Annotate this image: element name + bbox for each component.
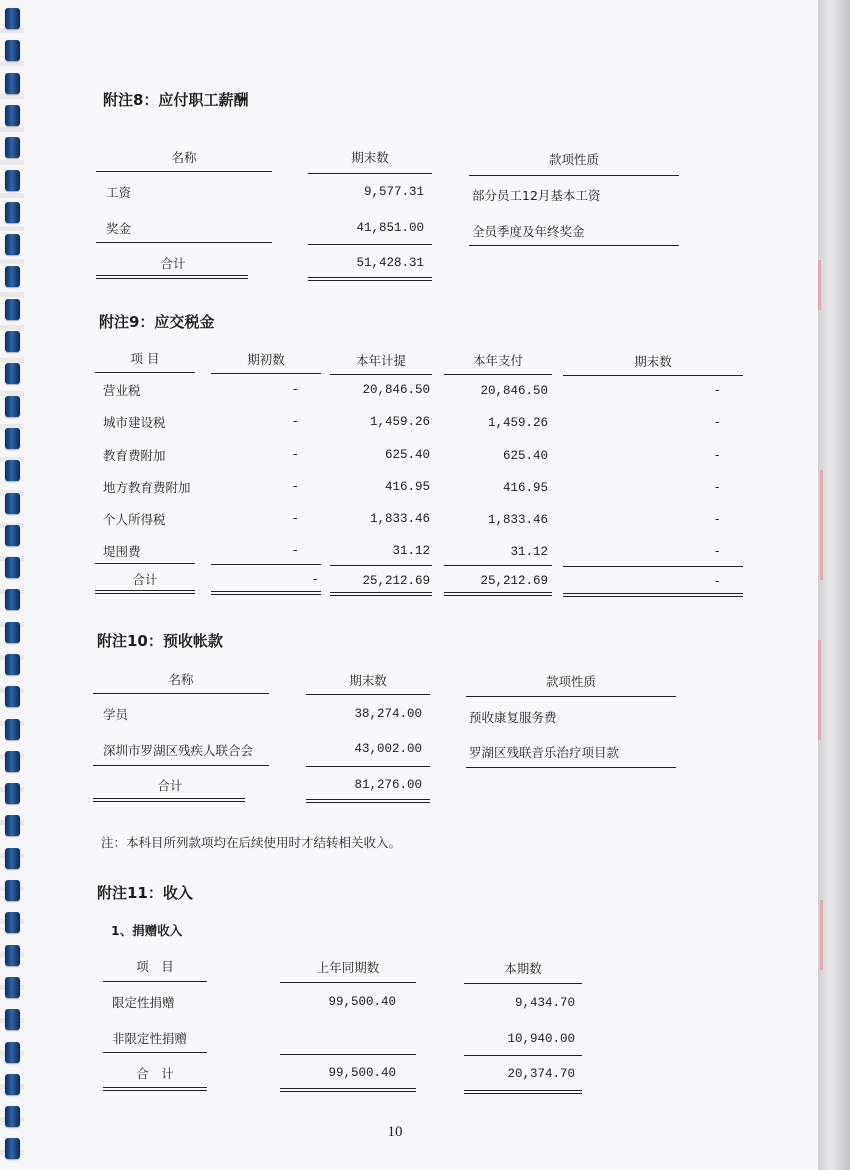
total-double-underline (330, 592, 432, 596)
binding-ring (5, 234, 20, 255)
note9-item-row-5: 个人所得税 (103, 512, 166, 527)
header-underline (444, 374, 552, 375)
note9-total-accrued: 25,212.69 (362, 574, 430, 588)
header-underline (211, 373, 321, 374)
binding-ring (5, 1138, 20, 1159)
body-underline (308, 244, 432, 245)
note8-title: 附注8：应付职工薪酬 (103, 91, 249, 109)
note10-header-ending: 期末数 (349, 673, 387, 688)
note9-total-ending: - (713, 575, 721, 589)
note9-accrued-row-1: 20,846.50 (362, 383, 430, 397)
spiral-binding (0, 0, 24, 1170)
note11-title: 附注11：收入 (97, 884, 193, 902)
binding-ring (5, 1106, 20, 1127)
binding-ring (5, 40, 20, 61)
body-underline (95, 563, 195, 564)
total-double-underline (444, 592, 552, 596)
binding-ring (5, 848, 20, 869)
header-underline (330, 374, 432, 375)
binding-ring (5, 654, 20, 675)
note9-total-paid: 25,212.69 (480, 574, 548, 588)
binding-ring (5, 622, 20, 643)
note9-ending-row-2: - (713, 416, 721, 430)
note10-row2-value: 43,002.00 (354, 742, 422, 756)
binding-ring (5, 880, 20, 901)
binding-ring (5, 945, 20, 966)
note9-ending-row-3: - (713, 449, 721, 463)
header-underline (96, 171, 272, 172)
binding-ring (5, 1042, 20, 1063)
page-number: 10 (387, 1124, 403, 1140)
body-underline (280, 1054, 416, 1055)
binding-ring (5, 105, 20, 126)
seal-stamp-fragment (818, 260, 821, 310)
note9-item-row-4: 地方教育费附加 (103, 480, 191, 495)
binding-ring (5, 493, 20, 514)
binding-ring (5, 266, 20, 287)
binding-ring (5, 686, 20, 707)
note11-row1-prior: 99,500.40 (328, 995, 396, 1009)
note8-header-name: 名称 (171, 150, 197, 165)
note11-header-item: 项 目 (136, 959, 174, 974)
note9-ending-row-1: - (713, 384, 721, 398)
note9-item-row-6: 堤围费 (103, 544, 141, 559)
seal-stamp-fragment (820, 470, 823, 580)
binding-ring (5, 331, 20, 352)
header-underline (306, 694, 430, 695)
binding-ring (5, 751, 20, 772)
note9-ending-row-4: - (713, 481, 721, 495)
binding-ring (5, 557, 20, 578)
body-underline (464, 1055, 582, 1056)
body-underline (306, 766, 430, 767)
note10-row1-name: 学员 (103, 707, 129, 722)
note10-row1-nature: 预收康复服务费 (469, 710, 557, 725)
note11-total-current: 20,374.70 (507, 1067, 575, 1081)
note10-total-value: 81,276.00 (354, 778, 422, 792)
note11-total-label: 合 计 (136, 1066, 174, 1081)
note11-row2-current: 10,940.00 (507, 1032, 575, 1046)
note9-header-item: 项 目 (130, 351, 160, 366)
total-double-underline (308, 277, 432, 281)
note9-header-paid: 本年支付 (472, 353, 523, 368)
total-double-underline (563, 593, 743, 597)
body-underline (444, 565, 552, 566)
body-underline (103, 1052, 207, 1053)
body-underline (563, 566, 743, 567)
note9-title: 附注9：应交税金 (99, 313, 215, 331)
total-double-underline (95, 590, 195, 594)
note8-header-ending: 期末数 (351, 150, 389, 165)
note9-accrued-row-5: 1,833.46 (369, 512, 430, 526)
note9-header-ending: 期末数 (634, 354, 672, 369)
note9-opening-row-4: - (291, 480, 299, 494)
header-underline (464, 983, 582, 984)
note10-row2-name: 深圳市罗湖区残疾人联合会 (103, 743, 254, 758)
binding-ring (5, 977, 20, 998)
seal-stamp-fragment (818, 640, 821, 740)
body-underline (330, 565, 432, 566)
total-double-underline (306, 799, 430, 803)
binding-ring (5, 815, 20, 836)
total-double-underline (93, 798, 245, 802)
note9-paid-row-3: 625.40 (502, 449, 548, 463)
note11-header-prior: 上年同期数 (316, 960, 380, 975)
note9-total-label: 合计 (132, 572, 158, 587)
body-underline (466, 767, 676, 768)
binding-ring (5, 1009, 20, 1030)
header-underline (95, 372, 195, 373)
note9-paid-row-4: 416.95 (502, 481, 548, 495)
note8-row2-nature: 全员季度及年终奖金 (472, 224, 585, 239)
note9-paid-row-6: 31.12 (510, 545, 548, 559)
note10-total-label: 合计 (157, 778, 183, 793)
total-double-underline (96, 275, 248, 279)
binding-ring (5, 202, 20, 223)
binding-ring (5, 589, 20, 610)
note9-opening-row-5: - (291, 512, 299, 526)
note11-header-current: 本期数 (504, 961, 542, 976)
note9-paid-row-2: 1,459.26 (487, 416, 548, 430)
note10-row1-value: 38,274.00 (354, 707, 422, 721)
note9-paid-row-5: 1,833.46 (487, 513, 548, 527)
note9-accrued-row-3: 625.40 (384, 448, 430, 462)
note10-header-nature: 款项性质 (545, 674, 596, 689)
binding-ring (5, 137, 20, 158)
binding-ring (5, 396, 20, 417)
binding-ring (5, 8, 20, 29)
header-underline (308, 173, 432, 174)
binding-ring (5, 1074, 20, 1095)
note9-ending-row-5: - (713, 513, 721, 527)
header-underline (563, 375, 743, 376)
total-double-underline (280, 1088, 416, 1092)
note8-row1-name: 工资 (106, 185, 132, 200)
note9-ending-row-6: - (713, 545, 721, 559)
binding-ring (5, 719, 20, 740)
header-underline (469, 175, 679, 176)
total-double-underline (103, 1087, 207, 1091)
note11-subtitle: 1、捐赠收入 (111, 923, 183, 938)
note9-item-row-1: 营业税 (103, 383, 141, 398)
binding-ring (5, 428, 20, 449)
header-underline (466, 696, 676, 697)
note11-row2-name: 非限定性捐赠 (112, 1031, 188, 1046)
binding-ring (5, 170, 20, 191)
note9-opening-row-3: - (291, 448, 299, 462)
binding-ring (5, 460, 20, 481)
binding-ring (5, 299, 20, 320)
note8-row2-value: 41,851.00 (356, 221, 424, 235)
binding-ring (5, 912, 20, 933)
note9-opening-row-1: - (291, 383, 299, 397)
note9-accrued-row-4: 416.95 (384, 480, 430, 494)
binding-ring (5, 363, 20, 384)
total-double-underline (464, 1090, 582, 1094)
note9-paid-row-1: 20,846.50 (480, 384, 548, 398)
note11-row1-name: 限定性捐赠 (112, 995, 175, 1010)
note9-item-row-2: 城市建设税 (103, 415, 166, 430)
binding-ring (5, 783, 20, 804)
body-underline (469, 245, 679, 246)
note8-header-nature: 款项性质 (548, 152, 599, 167)
body-underline (93, 765, 269, 766)
note9-header-opening: 期初数 (247, 352, 285, 367)
note9-total-opening: - (311, 573, 319, 587)
page-edge (818, 0, 850, 1170)
header-underline (103, 981, 207, 982)
header-underline (93, 693, 269, 694)
body-underline (96, 242, 272, 243)
note10-footnote: 注：本科目所列款项均在后续使用时才结转相关收入。 (101, 835, 402, 850)
note10-title: 附注10：预收帐款 (97, 632, 223, 650)
note11-row1-current: 9,434.70 (514, 996, 575, 1010)
body-underline (211, 564, 321, 565)
header-underline (280, 982, 416, 983)
note8-row1-nature: 部分员工12月基本工资 (472, 188, 601, 203)
binding-ring (5, 73, 20, 94)
note9-opening-row-2: - (291, 415, 299, 429)
note9-item-row-3: 教育费附加 (103, 448, 166, 463)
note9-opening-row-6: - (291, 544, 299, 558)
note8-row2-name: 奖金 (106, 221, 132, 236)
note10-header-name: 名称 (168, 672, 194, 687)
note8-row1-value: 9,577.31 (363, 185, 424, 199)
note11-total-prior: 99,500.40 (328, 1066, 396, 1080)
note8-total-value: 51,428.31 (356, 256, 424, 270)
binding-ring (5, 525, 20, 546)
note9-accrued-row-6: 31.12 (392, 544, 430, 558)
note8-total-label: 合计 (160, 256, 186, 271)
seal-stamp-fragment (820, 900, 823, 970)
note9-header-accrued: 本年计提 (355, 353, 406, 368)
total-double-underline (211, 591, 321, 595)
note9-accrued-row-2: 1,459.26 (369, 415, 430, 429)
note10-row2-nature: 罗湖区残联音乐治疗项目款 (469, 745, 620, 760)
